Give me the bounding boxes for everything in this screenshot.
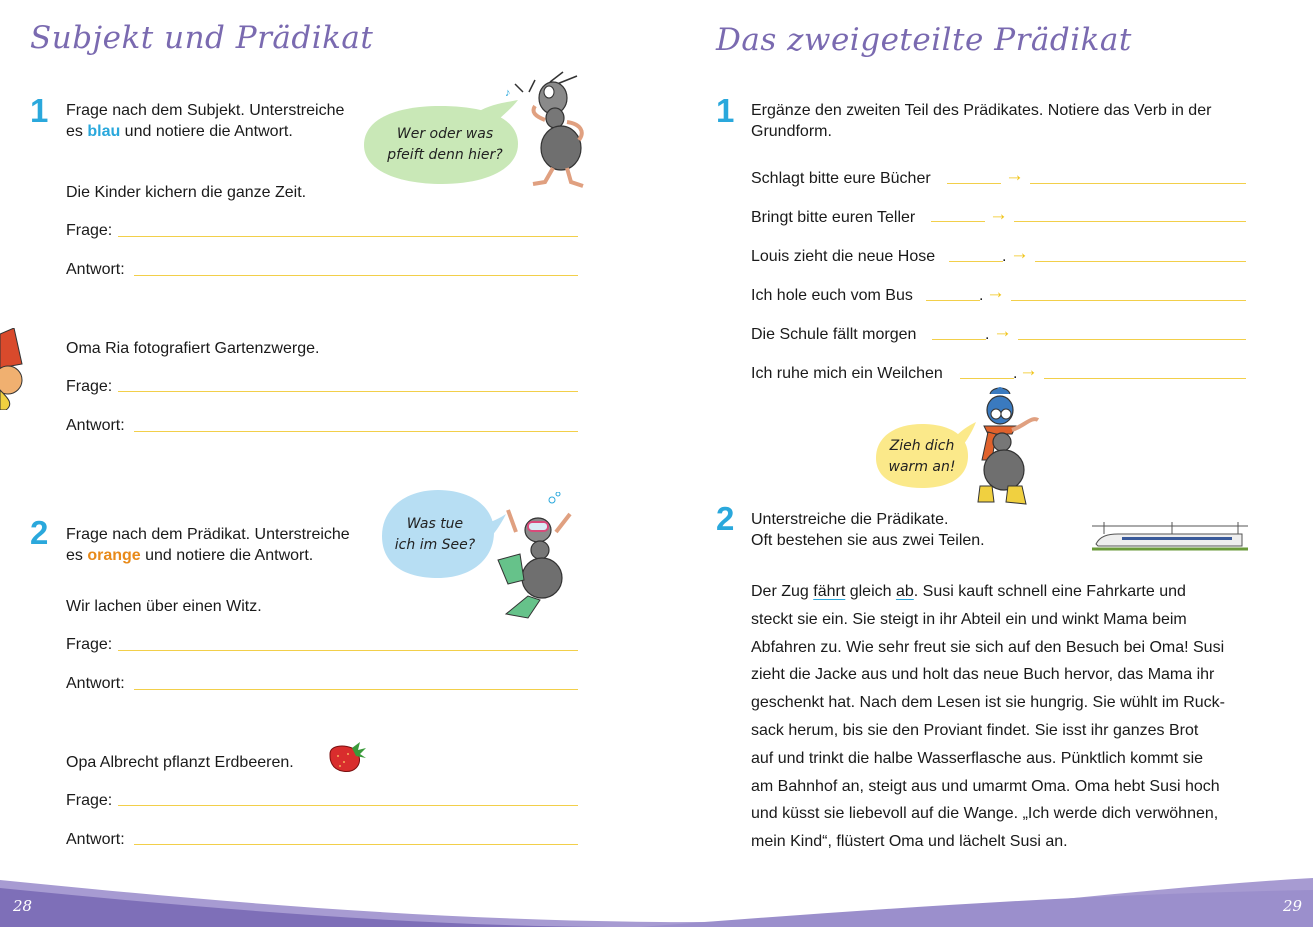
color-word-blau: blau bbox=[87, 123, 121, 140]
task2-sentence-1: Wir lachen über einen Witz. bbox=[66, 598, 262, 615]
task-number-2-right: 2 bbox=[716, 500, 735, 537]
task1-instruction-line1: Frage nach dem Subjekt. Unterstreiche bbox=[66, 102, 345, 119]
frage-label: Frage: bbox=[66, 792, 113, 809]
frage-label: Frage: bbox=[66, 378, 113, 395]
antwort-label: Antwort: bbox=[66, 261, 125, 278]
frage-answer-line[interactable] bbox=[118, 650, 578, 651]
ant-whistling-illustration bbox=[505, 70, 595, 195]
story-line: sack herum, bis sie den Proviant findet. Sie isst ihr ganzes Brot bbox=[751, 721, 1199, 739]
story-line: am Bahnhof an, steigt aus und umarmt Oma. Oma hebt Susi hoch bbox=[751, 777, 1220, 795]
garden-gnome-illustration bbox=[0, 328, 26, 410]
train-illustration bbox=[1092, 520, 1248, 554]
verb-part-line[interactable] bbox=[949, 261, 1003, 262]
task1-sentence-1: Die Kinder kichern die ganze Zeit. bbox=[66, 184, 307, 201]
exercise-sentence: Ich ruhe mich ein Weilchen bbox=[751, 365, 943, 382]
story-line: Abfahren zu. Wie sehr freut sie sich auf den Besuch bei Oma! Susi bbox=[751, 638, 1225, 656]
exercise-sentence: Die Schule fällt morgen bbox=[751, 326, 917, 343]
antwort-answer-line[interactable] bbox=[134, 275, 578, 276]
frage-answer-line[interactable] bbox=[118, 805, 578, 806]
frage-answer-line[interactable] bbox=[118, 391, 578, 392]
antwort-label: Antwort: bbox=[66, 675, 125, 692]
page-title-left: Subjekt und Prädikat bbox=[30, 20, 374, 56]
frage-label: Frage: bbox=[66, 222, 113, 239]
exercise-sentence: Louis zieht die neue Hose bbox=[751, 248, 936, 265]
right-task2-instruction-line1: Unterstreiche die Prädikate. bbox=[751, 511, 949, 528]
speech-bubble-text-2: Was tue ich im See? bbox=[394, 516, 476, 553]
right-task1-instruction-line1: Ergänze den zweiten Teil des Prädikates. Notiere das Verb in der bbox=[751, 102, 1212, 119]
task1-instruction-line2: es blau und notiere die Antwort. bbox=[66, 123, 293, 140]
story-line: mein Kind“, flüstert Oma und lächelt Susi an. bbox=[751, 833, 1068, 851]
speech-bubble-text-1: Wer oder was pfeift denn hier? bbox=[387, 126, 503, 163]
color-word-orange: orange bbox=[87, 547, 141, 564]
sentence-period: . bbox=[1013, 365, 1018, 382]
speech-bubble-text-3: Zieh dich warm an! bbox=[888, 438, 956, 475]
exercise-sentence: Schlagt bitte eure Bücher bbox=[751, 170, 931, 187]
antwort-label: Antwort: bbox=[66, 831, 125, 848]
story-line: zieht die Jacke aus und holt das neue Buch hervor, das Mama ihr bbox=[751, 666, 1215, 684]
infinitive-line[interactable] bbox=[1044, 378, 1246, 379]
underlined-verb: fährt bbox=[813, 583, 846, 600]
story-line-1: Der Zug fährt gleich ab. Susi kauft schnell eine Fahrkarte und bbox=[751, 583, 1186, 600]
task-number-1: 1 bbox=[30, 92, 49, 129]
arrow-right-icon: → bbox=[993, 321, 1012, 342]
page-number-left: 28 bbox=[13, 897, 33, 915]
verb-part-line[interactable] bbox=[932, 339, 986, 340]
task2-sentence-2: Opa Albrecht pflanzt Erdbeeren. bbox=[66, 754, 294, 771]
task2-instruction-line2: es orange und notiere die Antwort. bbox=[66, 547, 314, 564]
bottom-wave bbox=[0, 870, 1313, 927]
infinitive-line[interactable] bbox=[1018, 339, 1246, 340]
frage-answer-line[interactable] bbox=[118, 236, 578, 237]
story-line: geschenkt hat. Nach dem Lesen ist sie hungrig. Sie wühlt im Ruck- bbox=[751, 694, 1226, 712]
infinitive-line[interactable] bbox=[1035, 261, 1246, 262]
infinitive-line[interactable] bbox=[1014, 221, 1246, 222]
ant-with-scarf-illustration bbox=[966, 386, 1050, 506]
frage-label: Frage: bbox=[66, 636, 113, 653]
story-line: und küsst sie liebevoll auf die Wange. „Ich werde dich verwöhnen, bbox=[751, 805, 1219, 823]
arrow-right-icon: → bbox=[989, 204, 1008, 225]
story-text bbox=[751, 578, 1251, 856]
arrow-right-icon: → bbox=[1019, 360, 1038, 381]
antwort-answer-line[interactable] bbox=[134, 431, 578, 432]
underlined-verb-part: ab bbox=[895, 583, 914, 600]
story-line: steckt sie ein. Sie steigt in ihr Abteil ein und winkt Mama beim bbox=[751, 610, 1187, 628]
verb-part-line[interactable] bbox=[931, 221, 985, 222]
antwort-answer-line[interactable] bbox=[134, 844, 578, 845]
strawberry-icon bbox=[326, 740, 368, 774]
page-title-right: Das zweigeteilte Prädikat bbox=[716, 22, 1132, 58]
sentence-period: . bbox=[1002, 248, 1007, 265]
sentence-period: . bbox=[979, 287, 984, 304]
verb-part-line[interactable] bbox=[960, 378, 1014, 379]
task-number-1-right: 1 bbox=[716, 92, 735, 129]
exercise-sentence: Bringt bitte euren Teller bbox=[751, 209, 916, 226]
story-line: auf und trinkt die halbe Wasserflasche aus. Pünktlich kommt sie bbox=[751, 749, 1204, 767]
verb-part-line[interactable] bbox=[947, 183, 1001, 184]
sentence-period: . bbox=[985, 326, 990, 343]
ant-diving-illustration bbox=[494, 492, 578, 620]
arrow-right-icon: → bbox=[986, 282, 1005, 303]
right-task1-instruction-line2: Grundform. bbox=[751, 123, 832, 140]
exercise-sentence: Ich hole euch vom Bus bbox=[751, 287, 913, 304]
page-number-right: 29 bbox=[1283, 897, 1303, 915]
antwort-answer-line[interactable] bbox=[134, 689, 578, 690]
verb-part-line[interactable] bbox=[926, 300, 980, 301]
svg-text:♪: ♪ bbox=[505, 87, 511, 99]
arrow-right-icon: → bbox=[1005, 165, 1024, 186]
task-number-2: 2 bbox=[30, 514, 49, 551]
task2-instruction-line1: Frage nach dem Prädikat. Unterstreiche bbox=[66, 526, 350, 543]
arrow-right-icon: → bbox=[1010, 243, 1029, 264]
task1-sentence-2: Oma Ria fotografiert Gartenzwerge. bbox=[66, 340, 320, 357]
infinitive-line[interactable] bbox=[1011, 300, 1246, 301]
infinitive-line[interactable] bbox=[1030, 183, 1246, 184]
antwort-label: Antwort: bbox=[66, 417, 125, 434]
right-task2-instruction-line2: Oft bestehen sie aus zwei Teilen. bbox=[751, 532, 985, 549]
